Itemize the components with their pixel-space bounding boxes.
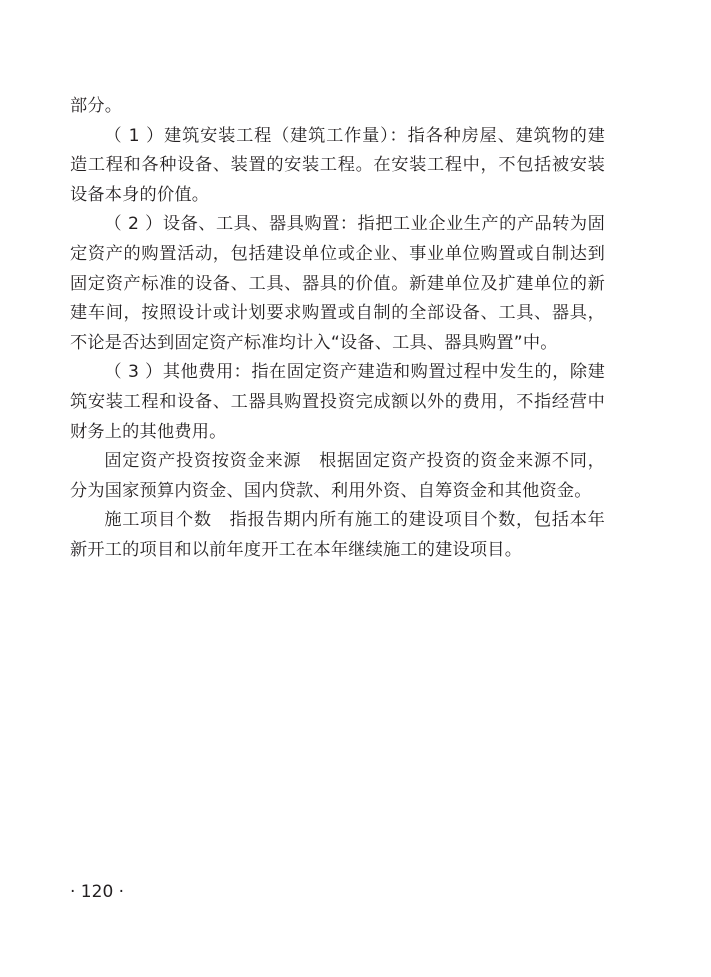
paragraph-equipment-purchase: （ 2 ）设备、工具、器具购置：指把工业企业生产的产品转为固定资产的购置活动，包括建设单位或企业、事业单位购置或自制达到固定资产标准的设备、工具、器具的价值。新建单位及扩建单位的新建车间，按照设计或计划要求购置或自制的全部设备、工具、器具，不论是否达到固定资产标准均计入“设备、工具、器具购置”中。 <box>70 214 605 353</box>
page-number: · 120 · <box>70 882 125 902</box>
body-text <box>70 92 605 566</box>
paragraph-funding-sources: 固定资产投资按资金来源 根据固定资产投资的资金来源不同，分为国家预算内资金、国内贷款、利用外资、自筹资金和其他资金。 <box>70 451 605 501</box>
paragraph-continuation: 部分。 <box>70 96 123 116</box>
paragraph-project-count: 施工项目个数 指报告期内所有施工的建设项目个数，包括本年新开工的项目和以前年度开工在本年继续施工的建设项目。 <box>70 510 605 560</box>
paragraph-construction-installation: （ 1 ）建筑安装工程（建筑工作量）：指各种房屋、建筑物的建造工程和各种设备、装置的安装工程。在安装工程中，不包括被安装设备本身的价值。 <box>70 125 605 205</box>
paragraph-other-expenses: （ 3 ）其他费用：指在固定资产建造和购置过程中发生的，除建筑安装工程和设备、工器具购置投资完成额以外的费用，不指经营中财务上的其他费用。 <box>70 362 605 442</box>
